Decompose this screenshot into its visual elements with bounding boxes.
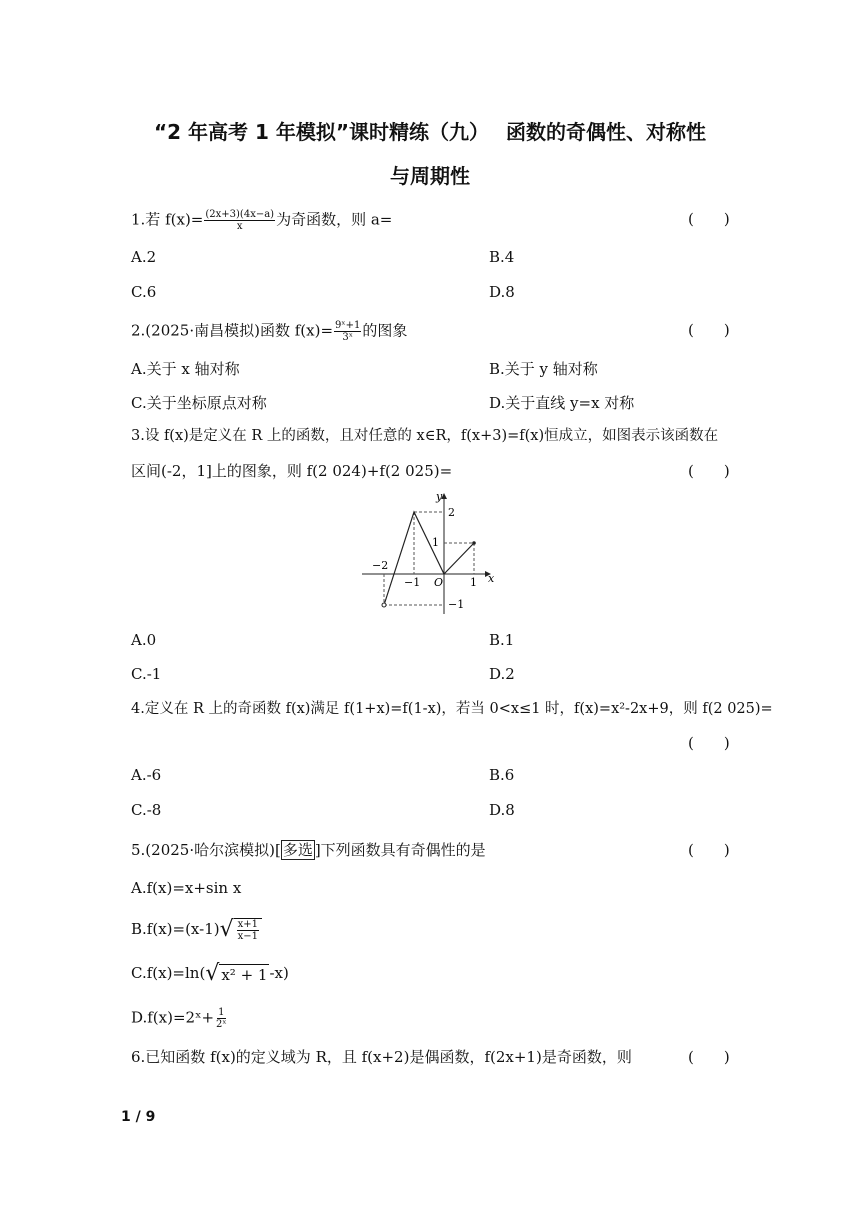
open-endpoint [382, 603, 386, 607]
q5-optb-frac [237, 919, 259, 942]
q1-option-a: A.2 [131, 248, 157, 266]
q1-fraction [204, 209, 275, 232]
tick-x1: 1 [470, 576, 477, 589]
q3-option-d: D.2 [489, 665, 515, 683]
q2-prefix: 2.(2025·南昌模拟)函数 f(x)= [131, 321, 334, 340]
q3-option-c: C.-1 [131, 665, 162, 683]
q5-multi-tag: 多选 [282, 841, 313, 859]
question-1-stem [131, 209, 392, 232]
q2-suffix: 的图象 [362, 321, 408, 340]
q5-optd-den: 2ˣ [216, 1019, 227, 1030]
tick-y1: 1 [432, 536, 439, 549]
q5-optd-frac [215, 1007, 228, 1030]
question-5-stem [131, 840, 486, 860]
q4-option-a: A.-6 [131, 766, 162, 784]
q5-optc-sqrt [205, 961, 269, 986]
radical-sign-icon: √ [205, 961, 220, 986]
answer-paren-4: ( ) [688, 734, 730, 752]
q1-prefix: 1.若 [131, 210, 166, 229]
q1-frac-num: (2x+3)(4x−a) [205, 209, 275, 220]
q5-suffix: ]下列函数具有奇偶性的是 [314, 841, 486, 859]
q1-option-d: D.8 [489, 283, 515, 301]
q5-option-d [131, 1007, 229, 1030]
radical-sign-icon: √ [219, 917, 234, 942]
origin-label: O [434, 576, 444, 589]
q1-option-c: C.6 [131, 283, 157, 301]
x-label: x [488, 572, 495, 585]
q2-fraction [334, 320, 361, 343]
q5-optb-num: x+1 [237, 919, 259, 930]
q4-option-d: D.8 [489, 801, 515, 819]
y-label: y [436, 490, 443, 503]
q5-optd-prefix: D.f(x)=2ˣ+ [131, 1008, 215, 1027]
question-3-line-2: 区间(-2，1]上的图象，则 f(2 024)+f(2 025)= [131, 462, 453, 480]
q5-optd-num: 1 [218, 1007, 225, 1018]
q5-option-c [131, 963, 289, 985]
answer-paren-6: ( ) [688, 1048, 730, 1066]
tick-x-neg1: −1 [404, 576, 421, 589]
title-line-2: 与周期性 [390, 164, 470, 188]
tick-y-neg1: −1 [448, 598, 465, 611]
tick-y2: 2 [448, 506, 455, 519]
q1-option-b: B.4 [489, 248, 515, 266]
q2-frac-num: 9ˣ+1 [335, 320, 361, 331]
q2-frac-den: 3ˣ [342, 332, 353, 343]
q1-suffix: 为奇函数，则 a= [276, 210, 393, 229]
q3-option-a: A.0 [131, 631, 157, 649]
closed-endpoint [472, 541, 476, 545]
q2-option-a: A.关于 x 轴对称 [131, 360, 240, 378]
answer-paren-2: ( ) [688, 321, 730, 339]
question-4-stem: 4.定义在 R 上的奇函数 f(x)满足 f(1+x)=f(1-x)，若当 0<x≤1 时，f(x)=x²-2x+9，则 f(2 025)= [131, 701, 773, 717]
q5-optb-den: x−1 [237, 931, 259, 942]
q4-option-c: C.-8 [131, 801, 162, 819]
graph-curve [384, 512, 474, 605]
page-number: 1 / 9 [121, 1109, 156, 1125]
q1-frac-den: x [236, 221, 243, 232]
tick-x-neg2: −2 [372, 559, 389, 572]
q5-optc-suffix: -x) [269, 964, 289, 982]
q5-prefix: 5.(2025·哈尔滨模拟)[ [131, 841, 281, 859]
question-2-stem [131, 320, 407, 343]
q1-func: f(x)= [165, 210, 204, 229]
q2-option-d: D.关于直线 y=x 对称 [489, 394, 635, 412]
q3-option-b: B.1 [489, 631, 515, 649]
q5-optb-prefix: B.f(x)=(x-1) [131, 920, 220, 938]
q5-option-a: A.f(x)=x+sin x [131, 879, 242, 897]
question-6-stem: 6.已知函数 f(x)的定义域为 R，且 f(x+2)是偶函数，f(2x+1)是奇函数，则 [131, 1048, 632, 1066]
q5-optb-sqrt [220, 918, 262, 942]
q2-option-c: C.关于坐标原点对称 [131, 394, 267, 412]
q5-option-b [131, 918, 262, 942]
answer-paren-3: ( ) [688, 462, 730, 480]
q4-option-b: B.6 [489, 766, 515, 784]
function-graph [362, 490, 498, 616]
q5-optc-prefix: C.f(x)=ln( [131, 964, 206, 982]
q5-optc-rad: x² + 1 [221, 965, 268, 984]
answer-paren-1: ( ) [688, 210, 730, 228]
q2-option-b: B.关于 y 轴对称 [489, 360, 598, 378]
question-3-line-1: 3.设 f(x)是定义在 R 上的函数，且对任意的 x∈R，f(x+3)=f(x)恒成立，如图表示该函数在 [131, 428, 719, 444]
answer-paren-5: ( ) [688, 841, 730, 859]
title-line-1: “2 年高考 1 年模拟”课时精练（九） 函数的奇偶性、对称性 [154, 120, 706, 144]
